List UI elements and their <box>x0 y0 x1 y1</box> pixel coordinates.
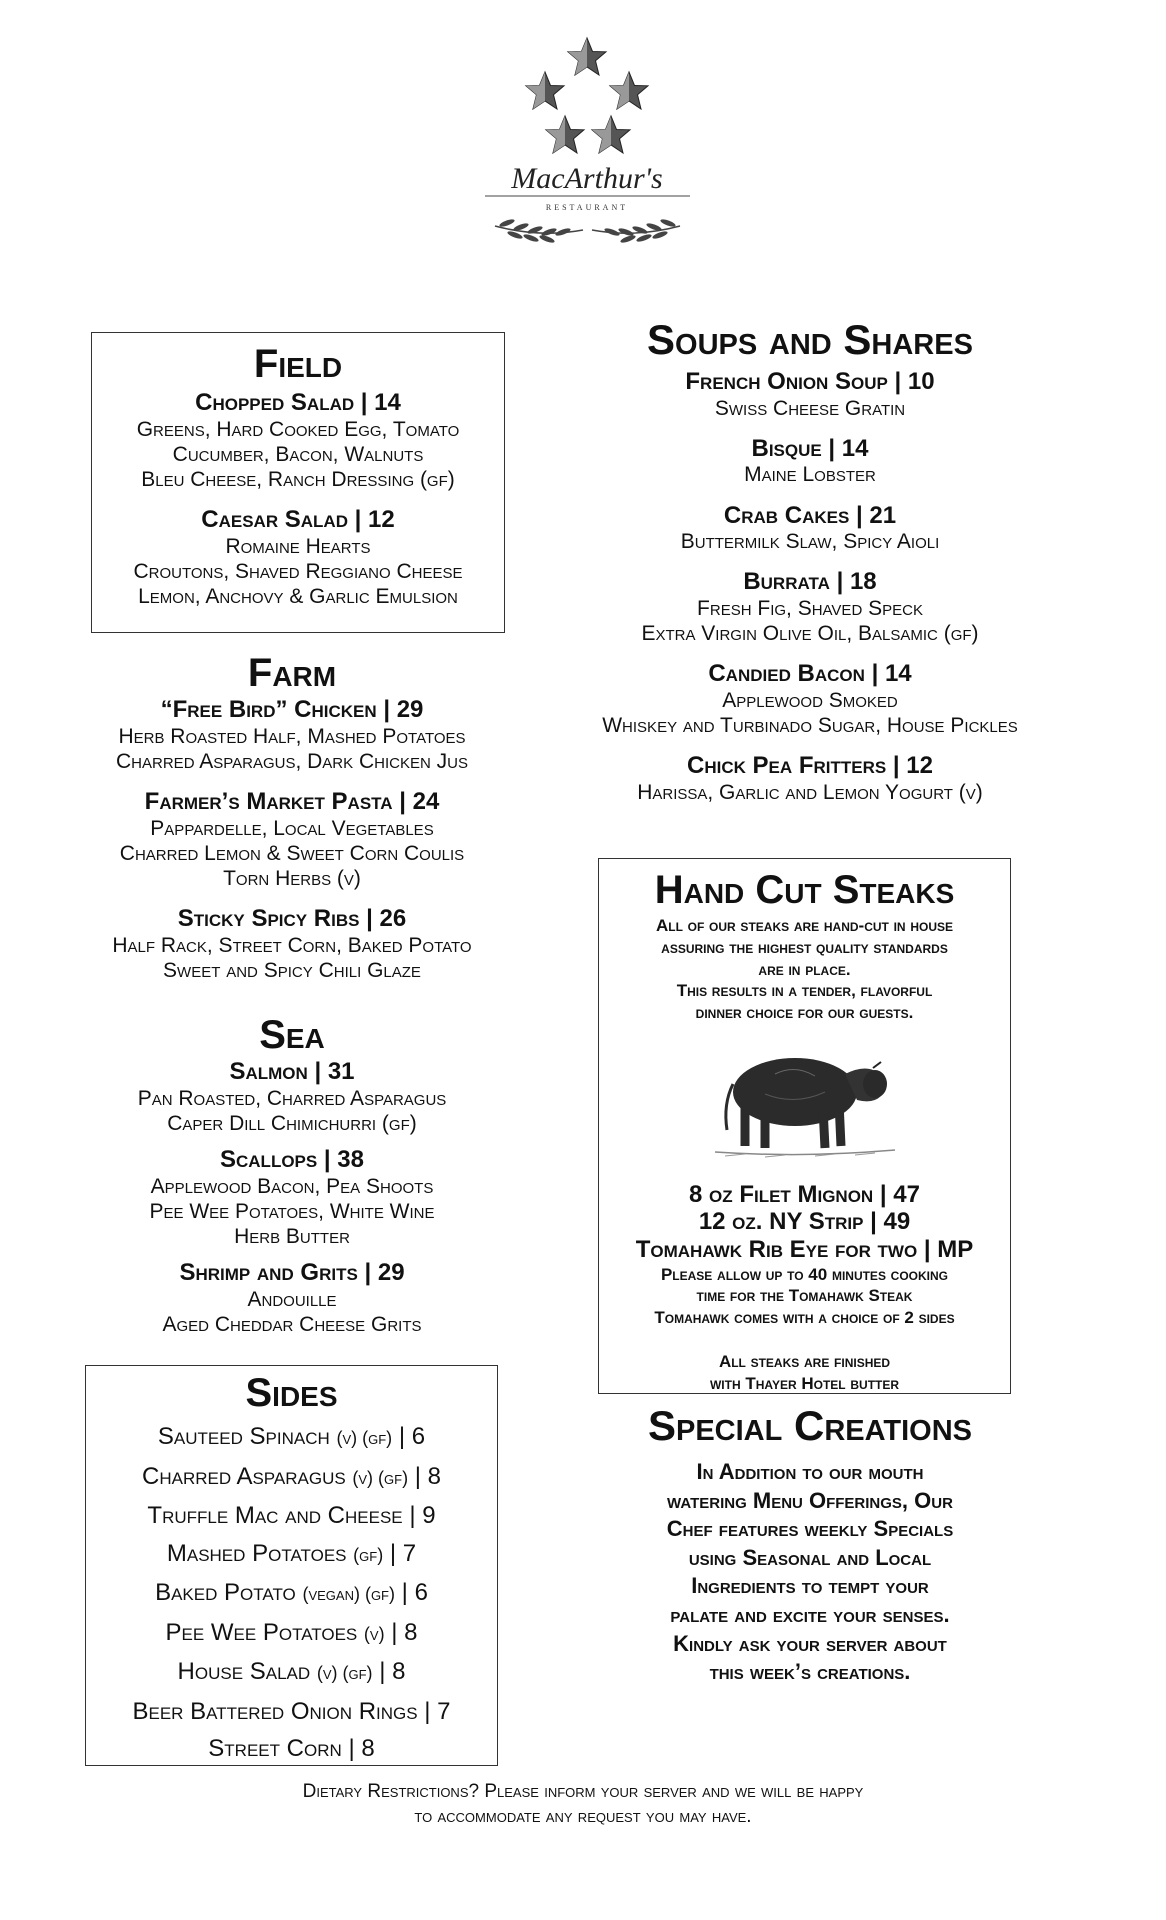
side-price: | 8 <box>348 1735 375 1762</box>
section-title: Field <box>253 342 343 386</box>
side-tag: (gf) <box>353 1544 384 1565</box>
section-title: Hand Cut Steaks <box>654 868 955 912</box>
menu-item <box>72 788 512 891</box>
item-name: Farmer’s Market Pasta | 24 <box>144 787 440 815</box>
side-name: Truffle Mac and Cheese <box>147 1502 403 1529</box>
star-icon <box>610 72 648 109</box>
logo-wordmark: MacArthur's <box>511 162 663 195</box>
side-tag: (v) (gf) <box>316 1663 373 1683</box>
item-name: Crab Cakes | 21 <box>723 501 897 529</box>
farm-section <box>72 652 512 997</box>
side-item <box>86 1693 497 1731</box>
menu-item <box>560 368 1060 421</box>
steak-note: Tomahawk comes with a choice of 2 sides <box>654 1308 955 1328</box>
special-line: Kindly ask your server about <box>673 1630 947 1656</box>
field-section <box>91 332 505 633</box>
menu-item <box>92 506 504 609</box>
side-item <box>86 1653 497 1693</box>
side-price: | 6 <box>401 1579 428 1606</box>
item-desc: Pan Roasted, Charred Asparagus <box>137 1086 447 1110</box>
item-desc: Herb Butter <box>234 1224 350 1248</box>
soups-section <box>560 318 1060 819</box>
star-icon <box>568 38 606 75</box>
item-desc: Fresh Fig, Shaved Speck <box>697 597 923 621</box>
menu-item <box>560 568 1060 646</box>
side-name: House Salad <box>177 1658 311 1685</box>
menu-item <box>560 752 1060 805</box>
steak-note: time for the Tomahawk Steak <box>696 1286 913 1306</box>
side-price: | 8 <box>379 1658 406 1685</box>
steak-intro: This results in a tender, flavorful <box>676 981 933 1001</box>
steak-intro: assuring the highest quality standards <box>661 937 948 957</box>
item-desc: Charred Asparagus, Dark Chicken Jus <box>116 749 468 773</box>
steak-intro: dinner choice for our guests. <box>695 1003 914 1022</box>
special-section <box>560 1404 1060 1687</box>
steak-item: Tomahawk Rib Eye for two | MP <box>635 1235 974 1263</box>
side-name: Beer Battered Onion Rings <box>132 1697 418 1725</box>
special-line: using Seasonal and Local <box>688 1544 932 1570</box>
side-name: Mashed Potatoes <box>166 1539 347 1567</box>
cow-illustration <box>705 1034 905 1169</box>
side-item <box>86 1497 497 1535</box>
menu-item <box>560 502 1060 555</box>
section-title: Sea <box>259 1013 325 1057</box>
side-name: Pee Wee Potatoes <box>165 1618 358 1646</box>
item-name: French Onion Soup | 10 <box>685 368 935 396</box>
item-desc: Sweet and Spicy Chili Glaze <box>163 958 421 982</box>
side-item <box>86 1458 497 1498</box>
side-name: Charred Asparagus <box>142 1462 346 1490</box>
menu-item <box>560 660 1060 738</box>
section-title: Farm <box>247 651 337 695</box>
special-line: palate and excite your senses. <box>670 1602 950 1628</box>
steak-note: Please allow up to 40 minutes cooking <box>660 1264 949 1284</box>
section-title: Sides <box>245 1371 338 1415</box>
logo-subtitle: RESTAURANT <box>545 203 629 212</box>
steak-finish: All steaks are finished <box>718 1351 891 1371</box>
sides-section <box>85 1365 498 1766</box>
item-name: Caesar Salad | 12 <box>201 506 395 534</box>
side-item <box>86 1418 497 1458</box>
item-name: “Free Bird” Chicken | 29 <box>160 696 424 723</box>
restaurant-logo <box>465 30 710 255</box>
side-name: Sauteed Spinach <box>157 1423 330 1450</box>
side-tag: (v) (gf) <box>352 1467 409 1488</box>
star-icon <box>526 72 564 109</box>
special-line: Ingredients to tempt your <box>691 1573 929 1599</box>
side-item <box>86 1535 497 1575</box>
item-desc: Applewood Bacon, Pea Shoots <box>150 1174 434 1198</box>
side-item <box>86 1730 497 1768</box>
star-icon <box>546 116 584 153</box>
steak-item: 8 oz Filet Mignon | 47 <box>689 1180 920 1208</box>
item-name: Chopped Salad | 14 <box>195 389 401 416</box>
item-desc: Cucumber, Bacon, Walnuts <box>172 442 424 466</box>
item-desc: Caper Dill Chimichurri (gf) <box>167 1111 417 1135</box>
item-desc: Romaine Hearts <box>225 534 371 558</box>
item-name: Shrimp and Grits | 29 <box>179 1259 405 1287</box>
steaks-section <box>598 858 1011 1394</box>
item-desc: Buttermilk Slaw, Spicy Aioli <box>680 530 940 554</box>
item-desc: Swiss Cheese Gratin <box>714 396 906 420</box>
special-line: this week’s creations. <box>709 1659 911 1685</box>
steak-finish: with Thayer Hotel butter <box>709 1373 900 1393</box>
item-desc: Extra Virgin Olive Oil, Balsamic (gf) <box>641 622 979 646</box>
special-line: In Addition to our mouth <box>696 1459 924 1485</box>
section-title: Soups and Shares <box>647 316 973 363</box>
item-desc: Half Rack, Street Corn, Baked Potato <box>112 933 472 957</box>
side-price: | 9 <box>409 1502 436 1529</box>
side-price: | 7 <box>424 1697 451 1725</box>
side-price: | 8 <box>391 1618 418 1646</box>
item-name: Candied Bacon | 14 <box>708 660 912 688</box>
item-name: Bisque | 14 <box>751 434 869 462</box>
item-name: Salmon | 31 <box>229 1058 355 1085</box>
item-desc: Bleu Cheese, Ranch Dressing (gf) <box>141 467 455 491</box>
item-desc: Andouille <box>247 1287 337 1311</box>
dietary-footer <box>150 1780 1016 1829</box>
footer-line: to accommodate any request you may have. <box>414 1805 752 1827</box>
special-line: Chef features weekly Specials <box>666 1516 954 1542</box>
menu-item <box>72 1058 512 1136</box>
side-tag: (v) (gf) <box>336 1428 393 1448</box>
item-desc: Croutons, Shaved Reggiano Cheese <box>133 559 463 583</box>
laurel-icon <box>495 218 680 244</box>
item-desc: Charred Lemon & Sweet Corn Coulis <box>119 841 465 865</box>
side-price: | 6 <box>398 1423 426 1450</box>
item-desc: Aged Cheddar Cheese Grits <box>162 1312 422 1336</box>
steak-intro: All of our steaks are hand-cut in house <box>656 916 953 935</box>
side-item <box>86 1614 497 1654</box>
side-item <box>86 1574 497 1614</box>
side-price: | 8 <box>414 1462 441 1490</box>
special-line: watering Menu Offerings, Our <box>667 1487 953 1513</box>
item-desc: Applewood Smoked <box>722 689 898 712</box>
item-name: Burrata | 18 <box>743 568 877 596</box>
side-tag: (v) <box>363 1623 385 1644</box>
side-name: Baked Potato <box>155 1579 296 1606</box>
item-name: Sticky Spicy Ribs | 26 <box>177 905 407 933</box>
item-desc: Maine Lobster <box>744 463 876 487</box>
item-desc: Pappardelle, Local Vegetables <box>150 816 434 840</box>
item-name: Scallops | 38 <box>220 1145 364 1173</box>
menu-item <box>92 389 504 492</box>
item-name: Chick Pea Fritters | 12 <box>687 752 933 780</box>
item-desc: Harissa, Garlic and Lemon Yogurt (v) <box>637 780 983 804</box>
side-price: | 7 <box>389 1539 417 1567</box>
item-desc: Pee Wee Potatoes, White Wine <box>149 1199 435 1223</box>
item-desc: Whiskey and Turbinado Sugar, House Pickles <box>602 714 1018 738</box>
item-desc: Greens, Hard Cooked Egg, Tomato <box>136 417 460 441</box>
menu-item <box>560 435 1060 488</box>
side-name: Street Corn <box>208 1735 342 1762</box>
star-icon <box>592 116 630 153</box>
steak-intro: are in place. <box>758 959 851 979</box>
sea-section <box>72 1014 512 1351</box>
menu-item <box>72 905 512 983</box>
menu-item <box>72 1146 512 1249</box>
footer-line: Dietary Restrictions? Please inform your server and we will be happy <box>302 1781 864 1802</box>
item-desc: Herb Roasted Half, Mashed Potatoes <box>118 724 466 748</box>
item-desc: Lemon, Anchovy & Garlic Emulsion <box>138 585 458 609</box>
menu-item <box>72 696 512 774</box>
steak-item: 12 oz. NY Strip | 49 <box>698 1208 911 1236</box>
menu-item <box>72 1259 512 1337</box>
section-title: Special Creations <box>647 1402 973 1449</box>
side-tag: (vegan) (gf) <box>302 1584 395 1604</box>
item-desc: Torn Herbs (v) <box>223 866 361 890</box>
